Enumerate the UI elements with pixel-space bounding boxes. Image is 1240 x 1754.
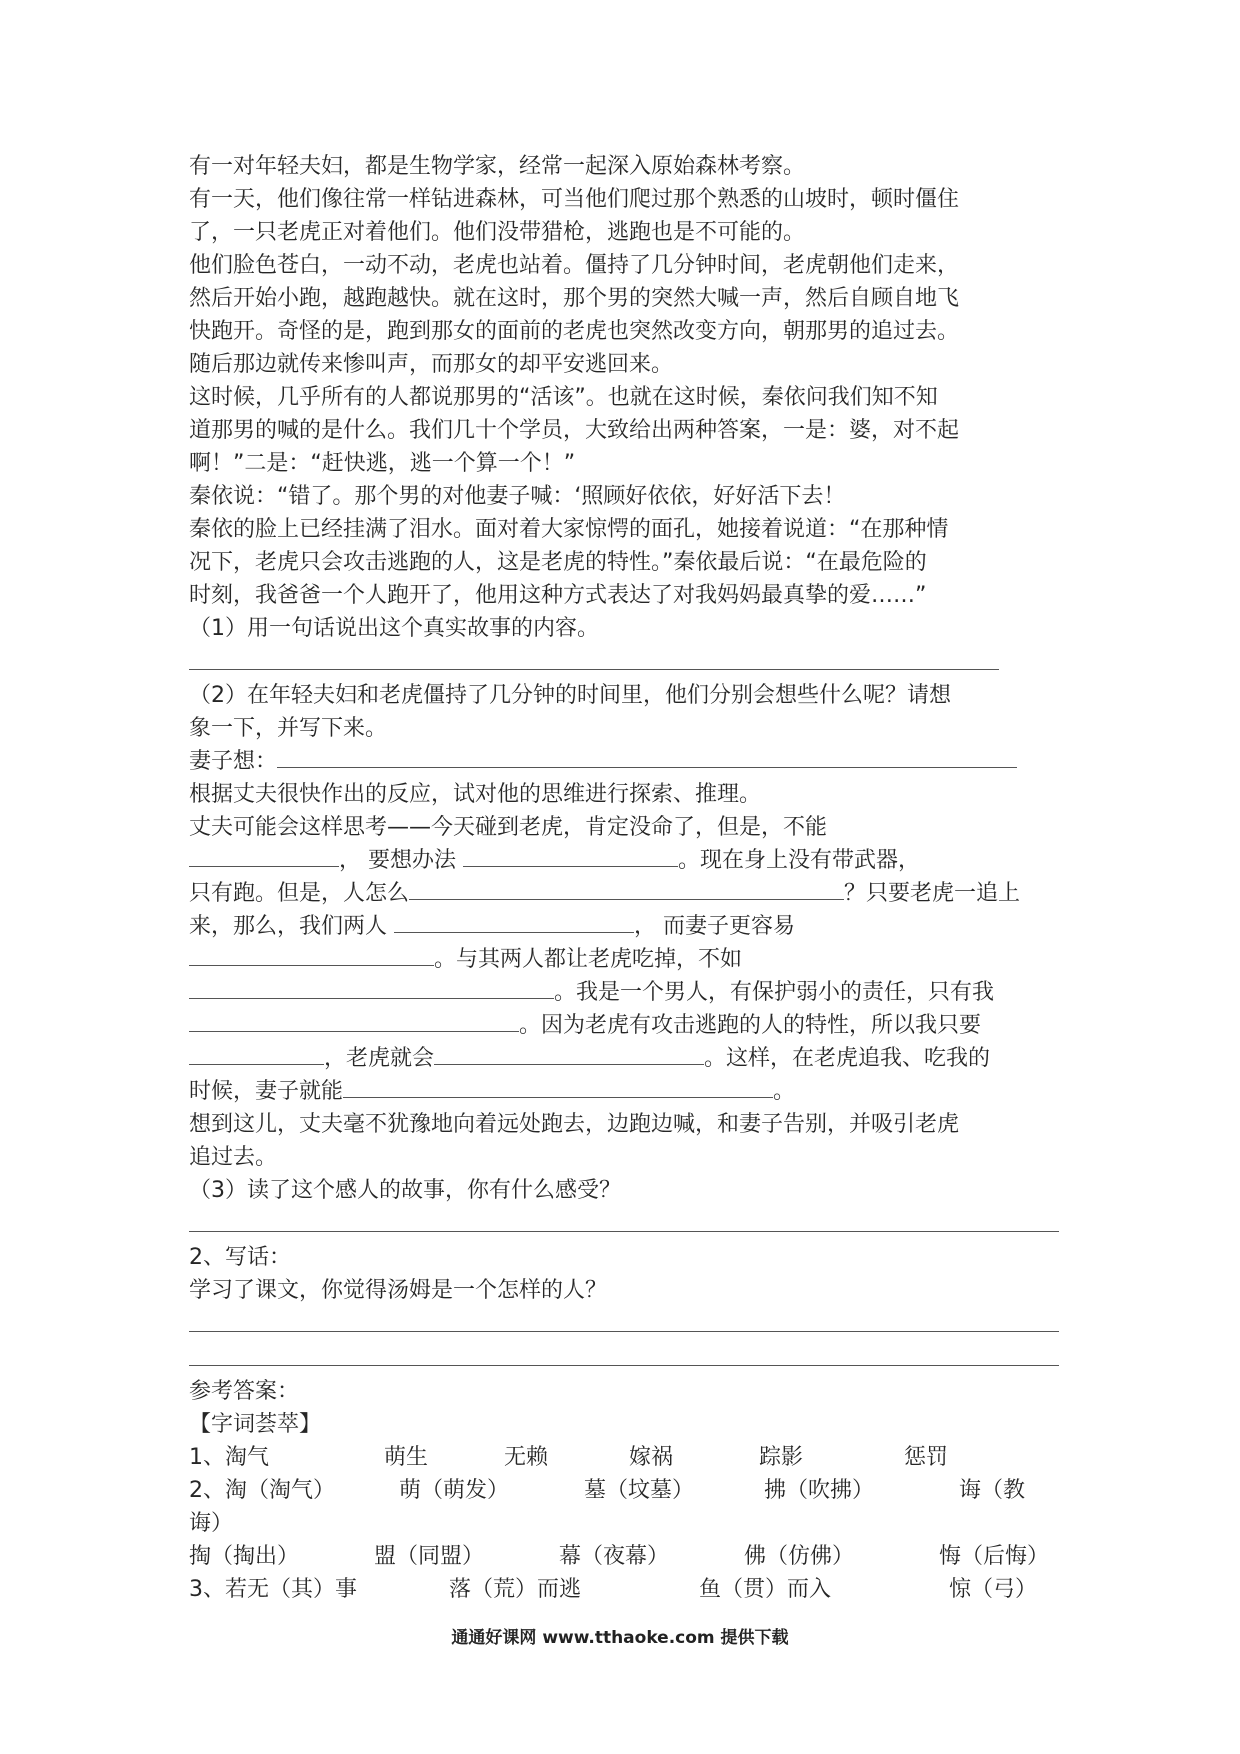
fill-text: ？只要老虎一追上	[844, 881, 1021, 906]
fill-line-d	[189, 910, 1059, 943]
fill-blank[interactable]	[409, 877, 844, 900]
fill-text: 。这样，在老虎追我、吃我的	[704, 1046, 991, 1071]
fill-line-i	[189, 1075, 1059, 1108]
fill-line-h	[189, 1042, 1059, 1075]
answer-row-3	[189, 1540, 1059, 1573]
passage-line: 快跑开。奇怪的是，跑到那女的面前的老虎也突然改变方向，朝那男的追过去。	[189, 319, 960, 344]
answer-item: 鱼（贯）而入	[699, 1577, 832, 1602]
fill-text: 时候，妻子就能	[189, 1079, 344, 1104]
answer-blank-wife[interactable]	[277, 745, 1017, 768]
passage-line: 秦依说：“错了。那个男的对他妻子喊：‘照顾好依依，好好活下去！	[189, 484, 846, 509]
fill-text: ，老虎就会	[324, 1046, 435, 1071]
writing-prompt: 学习了课文，你觉得汤姆是一个怎样的人？	[189, 1278, 608, 1303]
question-1: （1）用一句话说出这个真实故事的内容。	[189, 616, 599, 641]
passage-line: 这时候，几乎所有的人都说那男的“活该”。也就在这时候，秦依问我们知不知	[189, 385, 938, 410]
fill-text: 。我是一个男人，有保护弱小的责任，只有我	[554, 980, 995, 1005]
answer-item: 无赖	[504, 1445, 549, 1470]
answer-row-2-cont: 诲）	[189, 1511, 234, 1536]
fill-blank[interactable]	[189, 1009, 519, 1032]
passage-line: 时刻，我爸爸一个人跑开了，他用这种方式表达了对我妈妈最真挚的爱……”	[189, 583, 927, 608]
question-2-line1: （2）在年轻夫妇和老虎僵持了几分钟的时间里，他们分别会想些什么呢？请想	[189, 683, 951, 708]
answer-item: 惊（弓）	[949, 1577, 1038, 1602]
passage-line: 道那男的喊的是什么。我们几十个学员，大致给出两种答案，一是：婆，对不起	[189, 418, 960, 443]
answer-row-2	[189, 1474, 1059, 1507]
passage-line: 他们脸色苍白，一动不动，老虎也站着。僵持了几分钟时间，老虎朝他们走来，	[189, 253, 960, 278]
answers-title: 参考答案：	[189, 1379, 300, 1404]
answer-blank-q3[interactable]	[189, 1207, 1059, 1232]
answer-item: 萌（萌发）	[399, 1478, 510, 1503]
answer-item: 墓（坟墓）	[584, 1478, 695, 1503]
fill-line-a: 丈夫可能会这样思考——今天碰到老虎，肯定没命了，但是，不能	[189, 815, 828, 840]
answer-item: 落（荒）而逃	[449, 1577, 582, 1602]
fill-blank[interactable]	[394, 910, 634, 933]
answer-item: 萌生	[384, 1445, 429, 1470]
answer-item: 盟（同盟）	[374, 1544, 485, 1569]
answer-item: 嫁祸	[629, 1445, 674, 1470]
section-title: 【字词荟萃】	[189, 1412, 322, 1437]
passage-line: 随后那边就传来惨叫声，而那女的却平安逃回来。	[189, 352, 674, 377]
fill-text: ， 要想办法	[339, 848, 463, 873]
passage-line: 况下，老虎只会攻击逃跑的人，这是老虎的特性。”秦依最后说：“在最危险的	[189, 550, 927, 575]
fill-text: ， 而妻子更容易	[634, 914, 795, 939]
answer-item: 拂（吹拂）	[764, 1478, 875, 1503]
fill-line-g	[189, 1009, 1059, 1042]
answer-item: 3、若无（其）事	[189, 1577, 357, 1602]
fill-line-b	[189, 844, 1059, 877]
fill-blank[interactable]	[189, 976, 554, 999]
passage-line: 有一天，他们像往常一样钻进森林，可当他们爬过那个熟悉的山坡时，顿时僵住	[189, 187, 960, 212]
answer-row-1	[189, 1441, 1059, 1474]
passage-line: 秦依的脸上已经挂满了泪水。面对着大家惊愕的面孔，她接着说道：“在那种情	[189, 517, 949, 542]
answer-item: 诲（教	[959, 1478, 1026, 1503]
passage	[189, 150, 1059, 612]
passage-line: 然后开始小跑，越跑越快。就在这时，那个男的突然大喊一声，然后自顾自地飞	[189, 286, 960, 311]
writing-title: 2、写话：	[189, 1245, 291, 1270]
fill-blank[interactable]	[189, 1042, 324, 1065]
fill-blank[interactable]	[189, 943, 434, 966]
answer-row-4	[189, 1573, 1059, 1606]
answer-item: 佛（仿佛）	[744, 1544, 855, 1569]
fill-blank[interactable]	[434, 1042, 704, 1065]
question-2-line2: 象一下，并写下来。	[189, 716, 388, 741]
answer-item: 踪影	[759, 1445, 804, 1470]
fill-text: 。因为老虎有攻击逃跑的人的特性，所以我只要	[519, 1013, 982, 1038]
passage-line: 了，一只老虎正对着他们。他们没带猎枪，逃跑也是不可能的。	[189, 220, 806, 245]
question-3: （3）读了这个感人的故事，你有什么感受？	[189, 1178, 621, 1203]
fill-text: 。与其两人都让老虎吃掉，不如	[434, 947, 743, 972]
answer-item: 掏（掏出）	[189, 1544, 300, 1569]
fill-text: 来，那么，我们两人	[189, 914, 394, 939]
answer-item: 悔（后悔）	[939, 1544, 1050, 1569]
worksheet-page	[189, 150, 1059, 1606]
wife-thought-label: 妻子想：	[189, 749, 278, 774]
answer-item: 2、淘（淘气）	[189, 1478, 335, 1503]
wife-thought-row	[189, 745, 1059, 778]
fill-blank[interactable]	[189, 844, 339, 867]
answer-blank-q1[interactable]	[189, 645, 999, 670]
fill-line-c	[189, 877, 1059, 910]
conclusion-line: 追过去。	[189, 1145, 278, 1170]
answer-item: 幕（夜幕）	[559, 1544, 670, 1569]
page-footer: 通通好课网 www.tthaoke.com 提供下载	[451, 1628, 789, 1648]
answer-item: 1、淘气	[189, 1445, 269, 1470]
conclusion-line: 想到这儿，丈夫毫不犹豫地向着远处跑去，边跑边喊，和妻子告别，并吸引老虎	[189, 1112, 960, 1137]
fill-text: 只有跑。但是，人怎么	[189, 881, 410, 906]
fill-line-e	[189, 943, 1059, 976]
answer-blank-writing[interactable]	[189, 1341, 1059, 1366]
fill-line-f	[189, 976, 1059, 1009]
passage-line: 有一对年轻夫妇，都是生物学家，经常一起深入原始森林考察。	[189, 154, 806, 179]
fill-blank[interactable]	[343, 1075, 773, 1098]
answer-item: 惩罚	[904, 1445, 949, 1470]
passage-line: 啊！”二是：“赶快逃，逃一个算一个！”	[189, 451, 576, 476]
fill-blank[interactable]	[463, 844, 678, 867]
fill-text: 。	[773, 1079, 796, 1104]
reasoning-instruction: 根据丈夫很快作出的反应，试对他的思维进行探索、推理。	[189, 782, 762, 807]
fill-text: 。现在身上没有带武器，	[678, 848, 921, 873]
answer-blank-writing[interactable]	[189, 1307, 1059, 1332]
